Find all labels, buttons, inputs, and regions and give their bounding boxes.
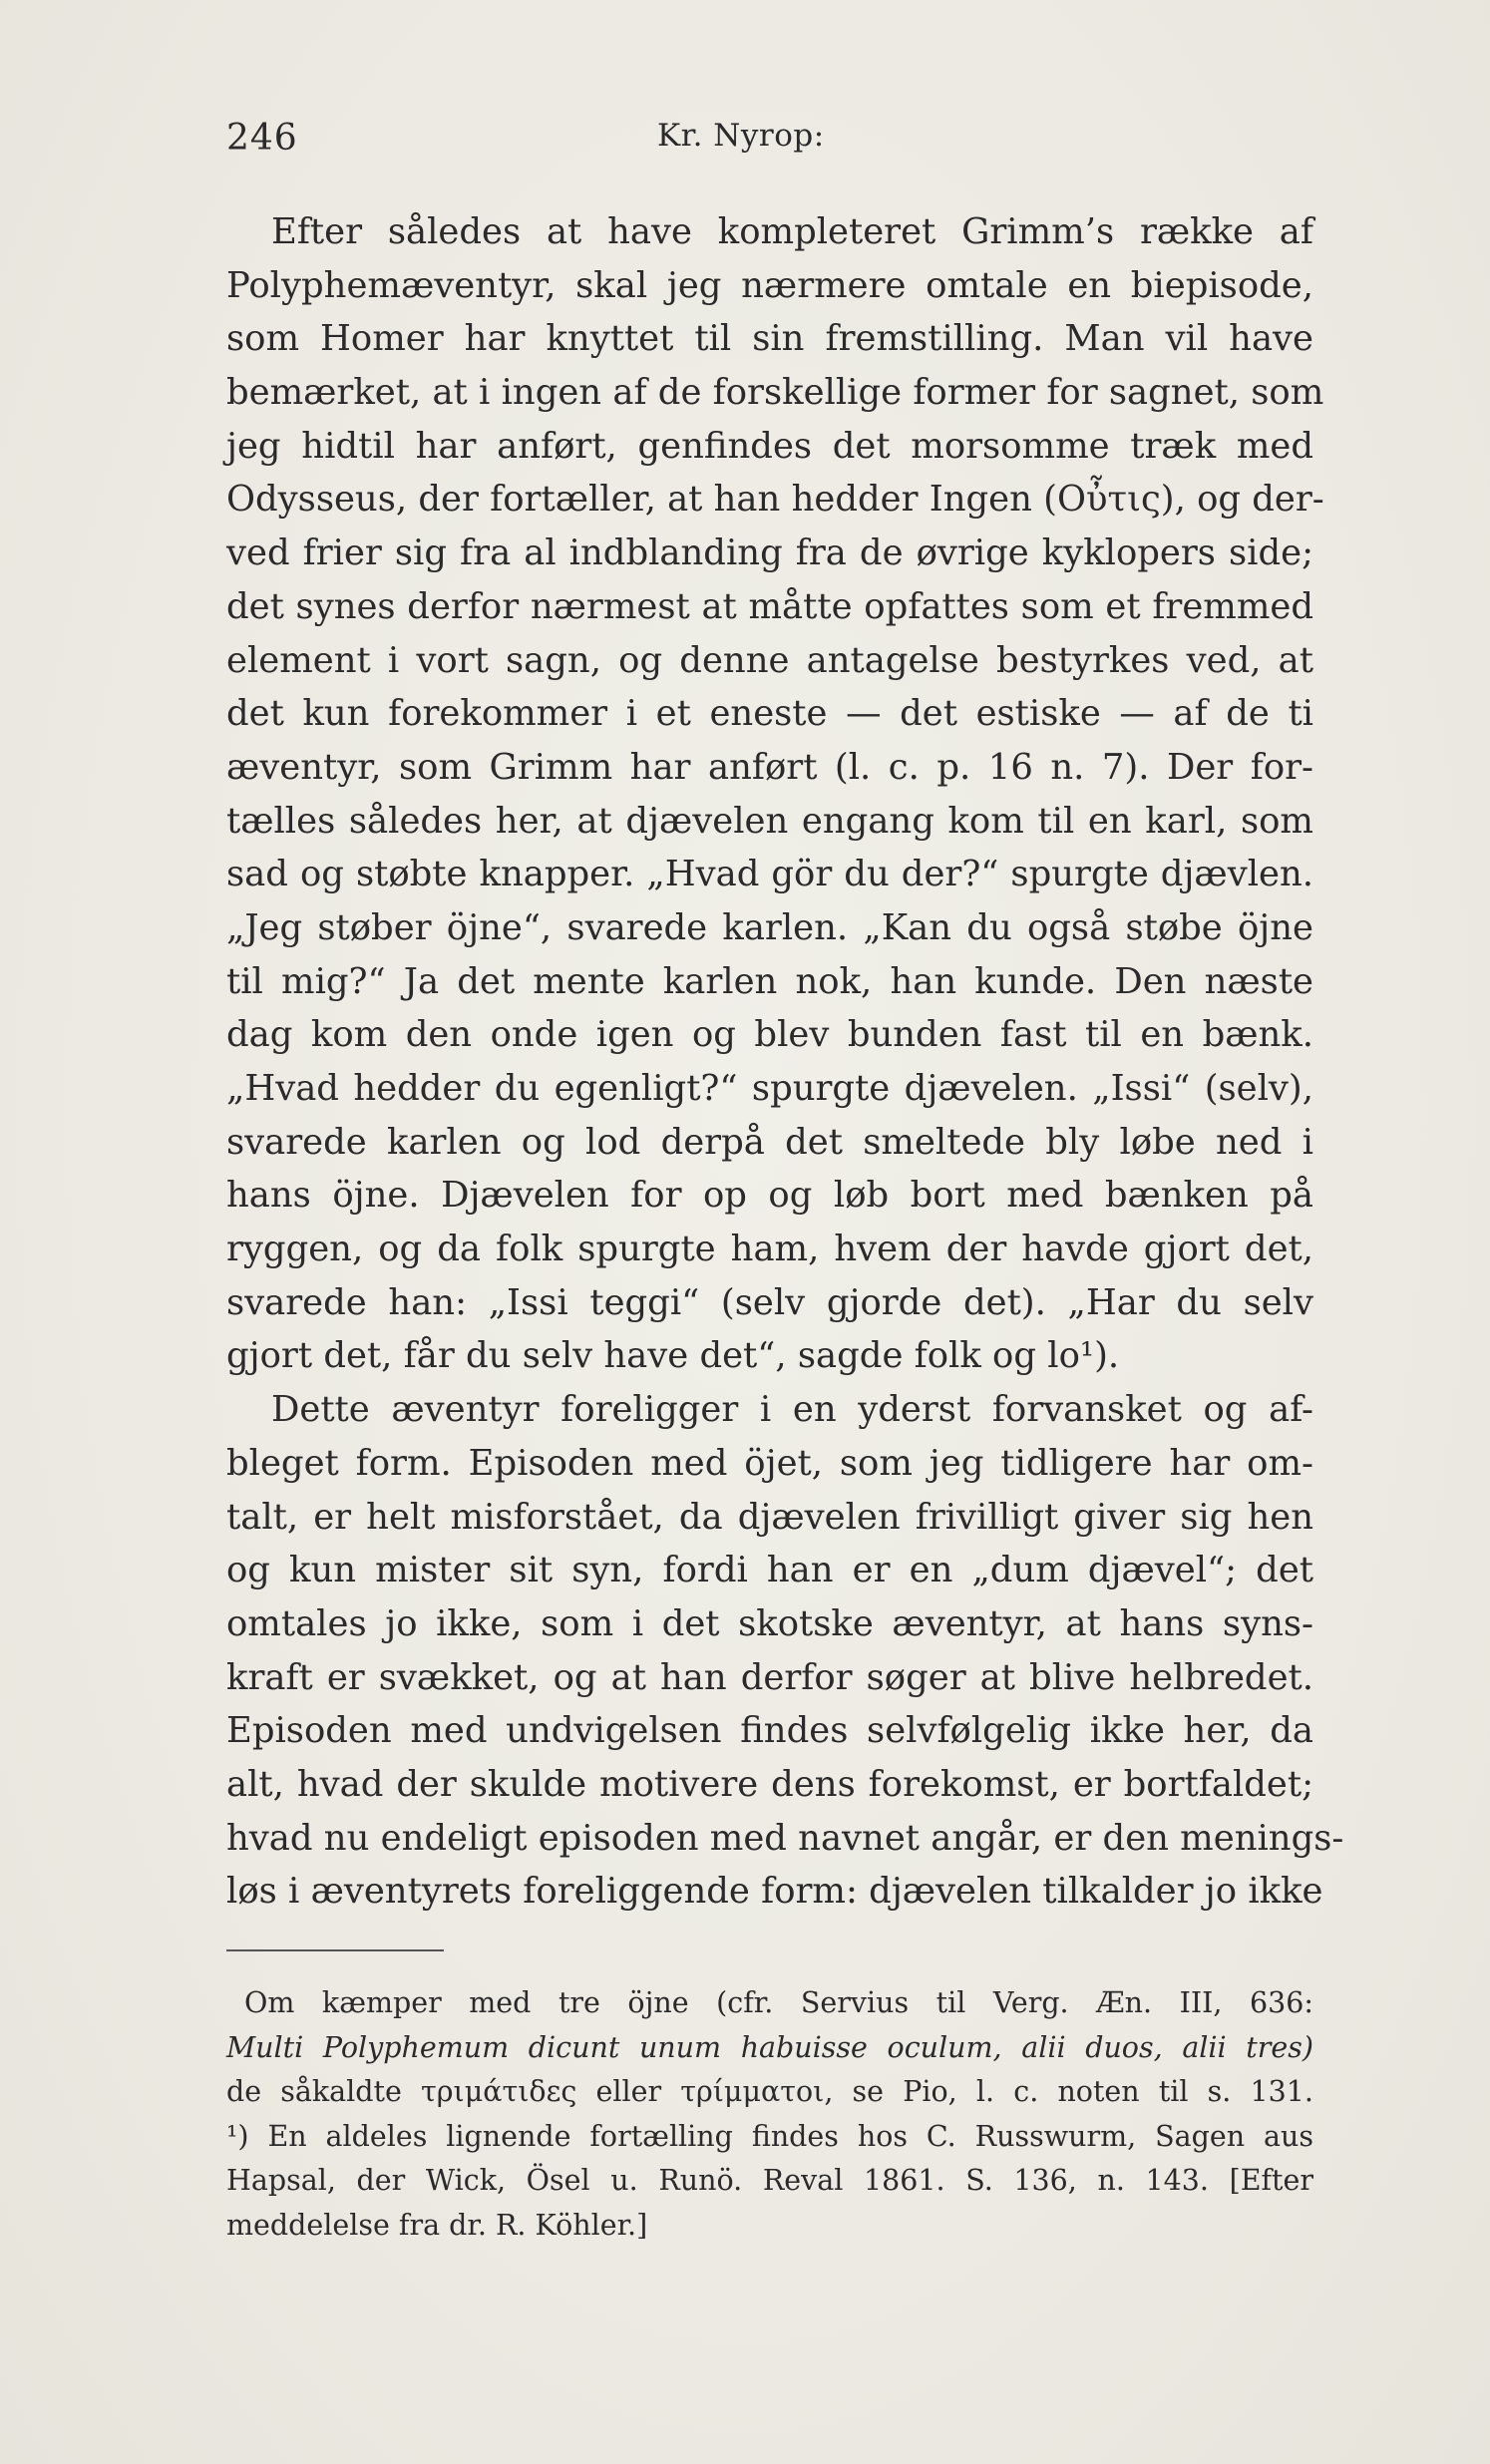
text-line: ryggen, og da folk spurgte ham, hvem der havde gjort det, [226,1229,1313,1270]
text-line: alt, hvad der skulde motivere dens forekomst, er bortfaldet; [226,1763,1313,1805]
text-line: æventyr, som Grimm har anført (l. c. p. 16 n. 7). Der for- [226,746,1313,788]
page-number: 246 [226,118,298,159]
text-line: Dette æventyr foreligger i en yderst forvansket og af- [271,1389,1313,1431]
text-line: bemærket, at i ingen af de forskellige former for sagnet, som [226,372,1324,414]
body-text [226,205,1344,1919]
text-line: det kun forekommer i et eneste — det estiske — af de ti [226,693,1313,735]
footnote-line: meddelelse fra dr. R. Köhler.] [226,2208,648,2242]
footnote-line: Hapsal, der Wick, Ösel u. Runö. Reval 1861. S. 136, n. 143. [Efter [226,2164,1313,2198]
text-line: talt, er helt misforstået, da djævelen frivilligt giver sig hen [226,1496,1313,1538]
text-line: jeg hidtil har anført, genfindes det morsomme træk med [226,425,1313,467]
text-line: svarede han: „Issi teggi“ (selv gjorde det). „Har du selv [226,1281,1313,1323]
text-line: tælles således her, at djævelen engang kom til en karl, som [226,800,1313,842]
footnotes [226,1981,1313,2249]
text-line: og kun mister sit syn, fordi han er en „dum djævel“; det [226,1550,1313,1591]
text-line: sad og støbte knapper. „Hvad gör du der?“ spurgte djævlen. [226,854,1313,895]
text-line: ved frier sig fra al indblanding fra de øvrige kyklopers side; [226,532,1313,574]
text-line: gjort det, får du selv have det“, sagde folk og lo¹). [226,1335,1120,1377]
text-line: hans öjne. Djævelen for op og løb bort med bænken på [226,1175,1313,1217]
footnote-divider [226,1949,444,1951]
text-line: til mig?“ Ja det mente karlen nok, han kunde. Den næste [226,960,1313,1002]
text-line: omtales jo ikke, som i det skotske æventyr, at hans syns- [226,1602,1313,1644]
text-line: Episoden med undvigelsen findes selvfølgelig ikke her, da [226,1710,1313,1752]
text-line: Efter således at have kompleteret Grimm’s række af [271,211,1313,252]
text-line: det synes derfor nærmest at måtte opfattes som et fremmed [226,585,1313,627]
text-line: element i vort sagn, og denne antagelse bestyrkes ved, at [226,639,1313,681]
text-line: bleget form. Episoden med öjet, som jeg tidligere har om- [226,1442,1313,1484]
text-line: hvad nu endeligt episoden med navnet angår, er den menings- [226,1817,1344,1859]
text-line: „Jeg støber öjne“, svarede karlen. „Kan du også støbe öjne [226,906,1313,948]
text-line: svarede karlen og lod derpå det smeltede bly løbe ned i [226,1121,1313,1163]
page-header [226,118,1323,168]
text-line: løs i æventyrets foreliggende form: djævelen tilkalder jo ikke [226,1871,1323,1913]
text-line: Polyphemæventyr, skal jeg nærmere omtale en biepisode, [226,264,1313,306]
text-line: „Hvad hedder du egenligt?“ spurgte djævelen. „Issi“ (selv), [226,1068,1313,1109]
footnote-line: de såkaldte τριμάτιδες eller τρίμματοι, se Pio, l. c. noten til s. 131. [226,2075,1313,2109]
text-line: Odysseus, der fortæller, at han hedder Ingen (Οὖτις), og der- [226,479,1324,521]
running-head: Kr. Nyrop: [657,118,825,154]
text-line: som Homer har knyttet til sin fremstilling. Man vil have [226,318,1313,360]
footnote-line: Multi Polyphemum dicunt unum habuisse oculum, alii duos, alii tres) [226,2030,1313,2064]
footnote-line: Om kæmper med tre öjne (cfr. Servius til Verg. Æn. III, 636: [244,1986,1313,2019]
text-line: dag kom den onde igen og blev bunden fast til en bænk. [226,1014,1313,1056]
text-line: kraft er svækket, og at han derfor søger at blive helbredet. [226,1656,1313,1698]
footnote-line: ¹) En aldeles lignende fortælling findes hos C. Russwurm, Sagen aus [226,2119,1313,2153]
